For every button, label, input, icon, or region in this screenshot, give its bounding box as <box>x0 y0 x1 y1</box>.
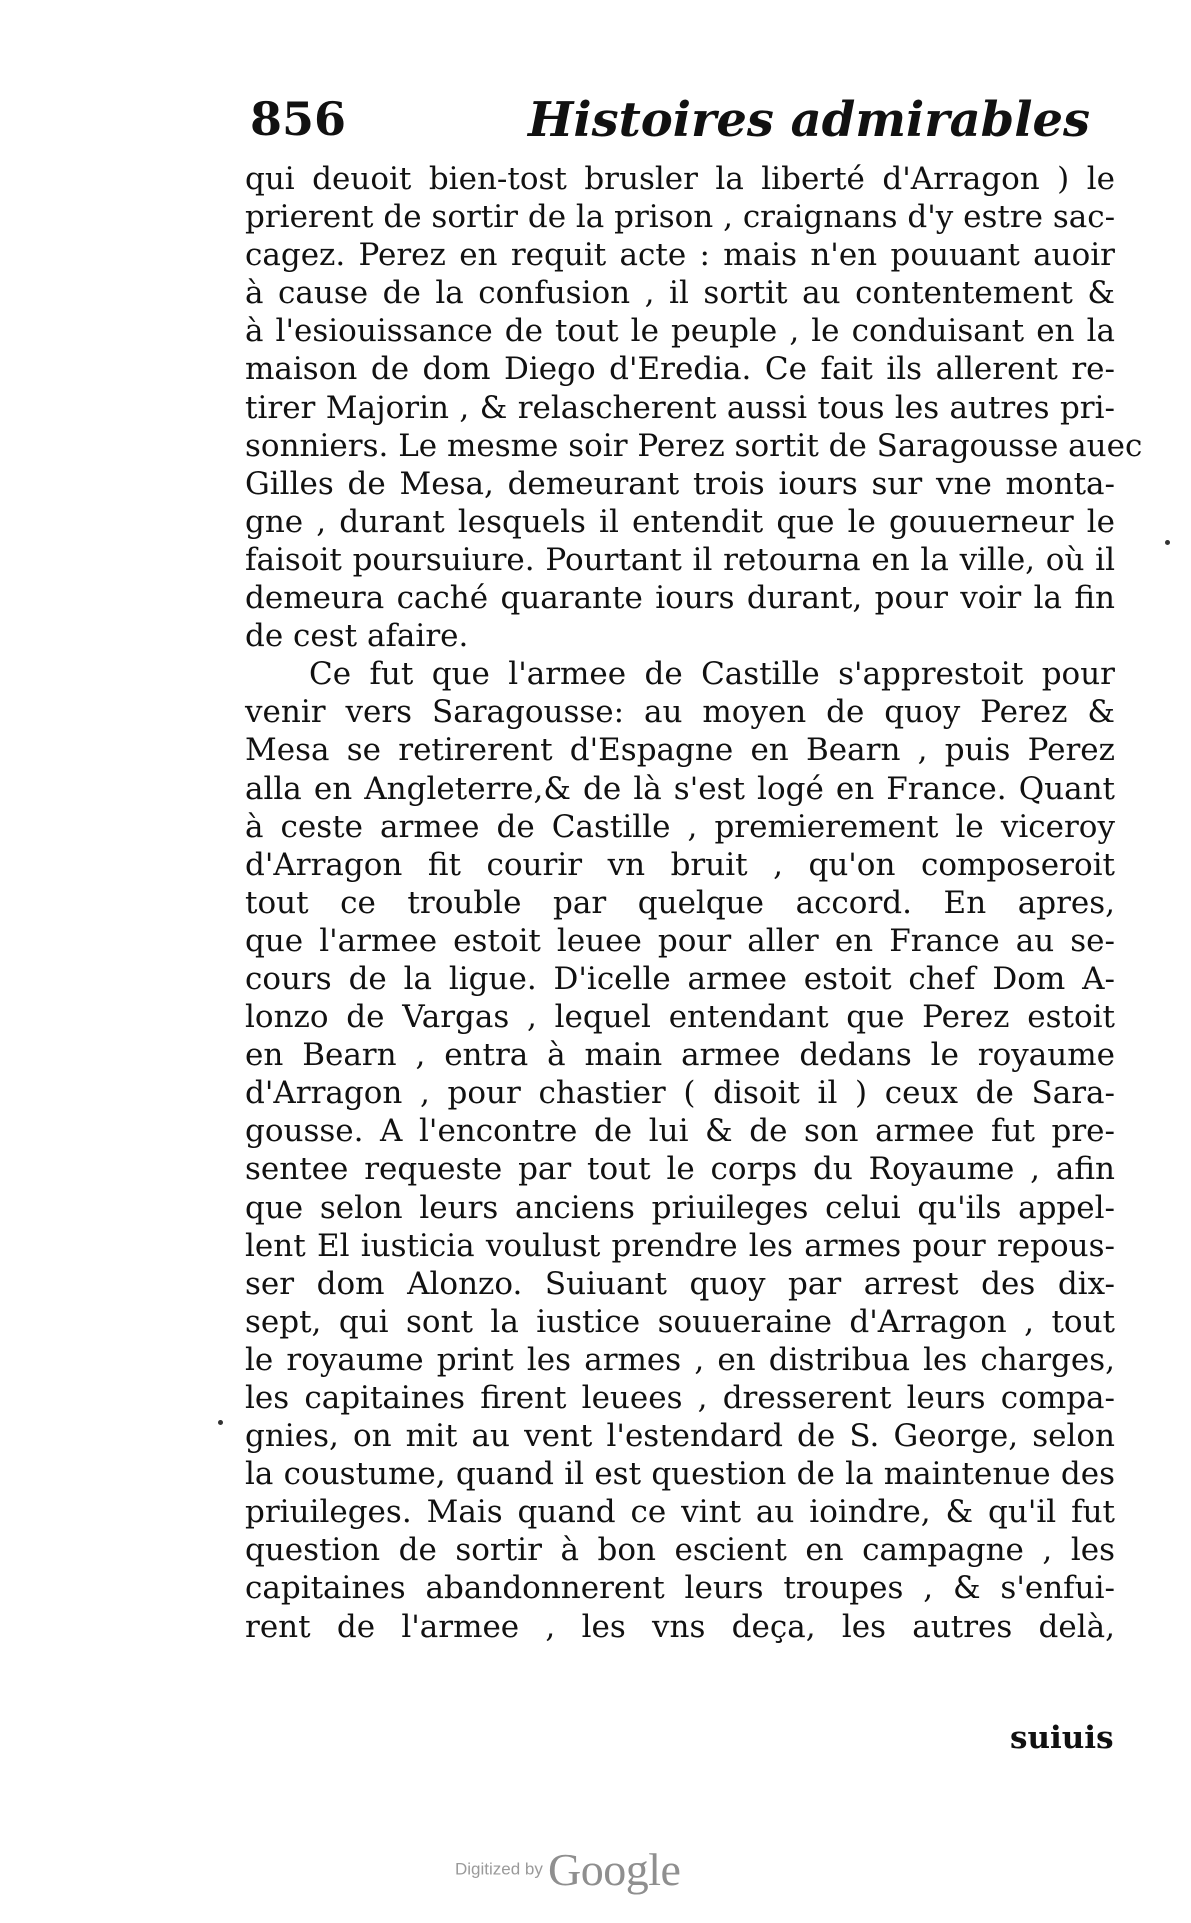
text-line: tout ce trouble par quelque accord. En apres, <box>245 884 1115 921</box>
running-head: Histoires admirables <box>528 92 1091 148</box>
text-line: à cause de la confusion , il sortit au contentement & <box>245 275 1115 312</box>
text-line: lent El iusticia voulust prendre les armes pour repous- <box>245 1227 1115 1264</box>
body-text <box>245 160 1143 1646</box>
watermark-prefix: Digitized by <box>455 1859 543 1879</box>
text-line: le royaume print les armes , en distribua les charges, <box>245 1341 1115 1378</box>
text-line: gousse. A l'encontre de lui & de son armee fut pre- <box>245 1113 1115 1150</box>
digitization-watermark <box>455 1843 755 1903</box>
text-line: ser dom Alonzo. Suiuant quoy par arrest des dix- <box>245 1265 1115 1302</box>
text-line: les capitaines firent leuees , dresserent leurs compa- <box>245 1380 1115 1416</box>
text-line: capitaines abandonnerent leurs troupes , & s'enfui- <box>245 1570 1115 1607</box>
text-line: question de sortir à bon escient en campagne , les <box>245 1532 1115 1569</box>
text-line: gnies, on mit au vent l'estendard de S. George, selon <box>245 1418 1115 1455</box>
text-line: que l'armee estoit leuee pour aller en France au se- <box>245 922 1115 959</box>
text-line: qui deuoit bien-tost brusler la liberté d'Arragon ) le <box>245 161 1115 197</box>
text-line: prierent de sortir de la prison , craignans d'y estre sac- <box>245 199 1116 236</box>
page-number: 856 <box>250 92 347 146</box>
text-line: à ceste armee de Castille , premierement le viceroy <box>245 808 1115 845</box>
text-line: cagez. Perez en requit acte : mais n'en pouuant auoir <box>245 237 1115 274</box>
text-line: rent de l'armee , les vns deça, les autres delà, <box>245 1608 1115 1645</box>
text-line: que selon leurs anciens priuileges celui qu'ils appel- <box>245 1189 1115 1226</box>
text-line: sept, qui sont la iustice souueraine d'Arragon , tout <box>245 1303 1115 1340</box>
text-line: la coustume, quand il est question de la maintenue des <box>245 1456 1115 1493</box>
paragraph-first-line: Ce fut que l'armee de Castille s'apprestoit pour <box>309 656 1115 693</box>
paragraph-end-line: de cest afaire. <box>245 618 469 655</box>
text-line: Mesa se retirerent d'Espagne en Bearn , puis Perez <box>245 732 1115 769</box>
watermark-logo: Google <box>547 1844 681 1895</box>
text-line: sentee requeste par tout le corps du Royaume , afin <box>245 1151 1115 1188</box>
text-line: priuileges. Mais quand ce vint au ioindre, & qu'il fut <box>245 1494 1115 1531</box>
text-line: maison de dom Diego d'Eredia. Ce fait ils allerent re- <box>245 351 1115 388</box>
text-line: à l'esiouissance de tout le peuple , le conduisant en la <box>245 313 1115 350</box>
text-line: cours de la ligue. D'icelle armee estoit chef Dom A- <box>245 960 1115 997</box>
text-line: gne , durant lesquels il entendit que le gouuerneur le <box>245 503 1115 540</box>
text-line: faisoit poursuiure. Pourtant il retourna en la ville, où il <box>245 541 1115 578</box>
text-line: Gilles de Mesa, demeurant trois iours sur vne monta- <box>245 465 1115 502</box>
text-line: d'Arragon , pour chastier ( disoit il ) ceux de Sara- <box>245 1075 1115 1112</box>
margin-speck <box>1165 540 1170 545</box>
catchword: suiuis <box>1010 1720 1114 1756</box>
margin-speck <box>218 1420 223 1425</box>
text-line: lonzo de Vargas , lequel entendant que Perez estoit <box>245 999 1115 1036</box>
text-line: en Bearn , entra à main armee dedans le royaume <box>245 1037 1115 1074</box>
text-line: venir vers Saragousse: au moyen de quoy Perez & <box>245 694 1115 731</box>
text-line: demeura caché quarante iours durant, pour voir la fin <box>245 580 1115 617</box>
text-line: tirer Majorin , & relascherent aussi tous les autres pri- <box>245 389 1115 426</box>
text-line: alla en Angleterre,& de là s'est logé en France. Quant <box>245 770 1115 807</box>
text-line: sonniers. Le mesme soir Perez sortit de Saragousse auec <box>245 427 1143 464</box>
page-header <box>240 92 1091 162</box>
text-line: d'Arragon fit courir vn bruit , qu'on composeroit <box>245 846 1115 883</box>
